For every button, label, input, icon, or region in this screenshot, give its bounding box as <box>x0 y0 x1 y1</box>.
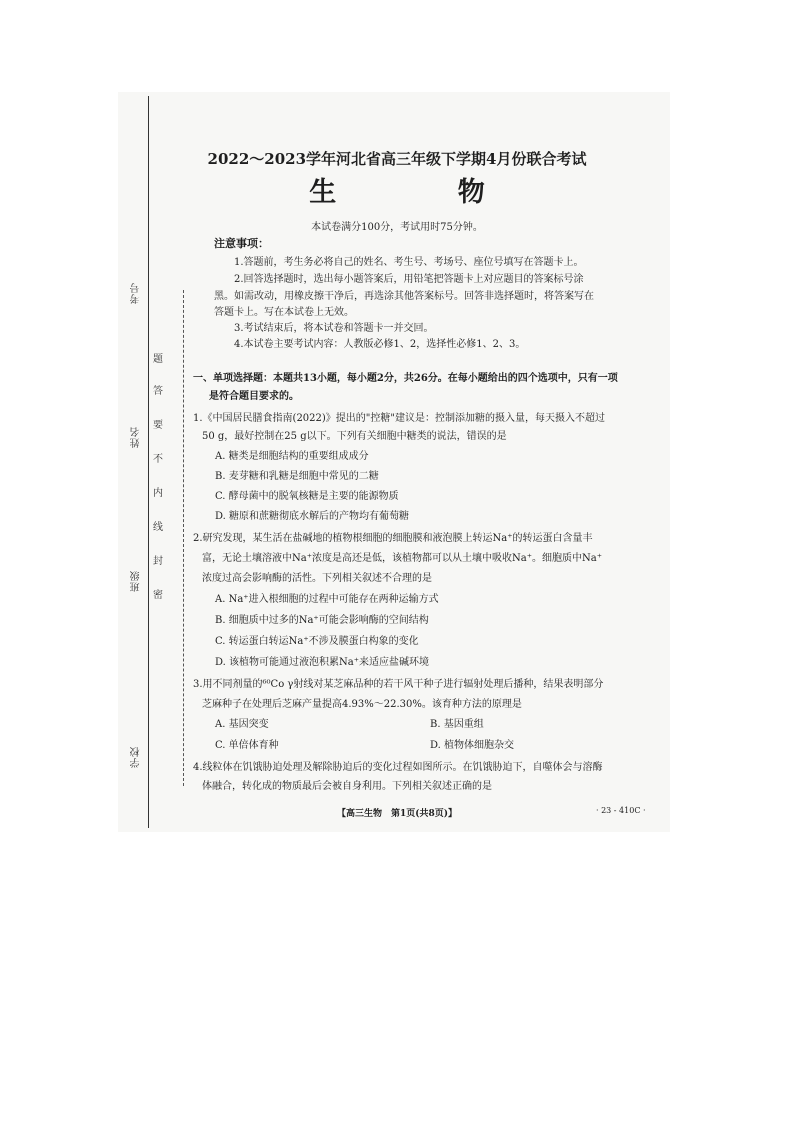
section-heading: 一、单项选择题：本题共13小题，每小题2分，共26分。在每小题给出的四个选项中，只有一项 <box>193 373 618 384</box>
q3-option-b: B. 基因重组 <box>430 719 484 730</box>
q1-option-b: B. 麦芽糖和乳糖是细胞中常见的二糖 <box>215 471 379 482</box>
q1-stem: 1.《中国居民膳食指南(2022)》提出的"控糖"建议是：控制添加糖的摄入量，每天摄入不超过 <box>193 413 605 424</box>
side-label-school: 学校 <box>131 746 142 768</box>
q1-option-d: D. 糖原和蔗糖彻底水解后的产物均有葡萄糖 <box>215 511 410 522</box>
seal-char: 封 <box>153 556 163 567</box>
q1-option-c: C. 酵母菌中的脱氧核糖是主要的能源物质 <box>215 491 399 502</box>
q2-stem: 富，无论土壤溶液中Na⁺浓度是高还是低，该植物都可以从土壤中吸收Na⁺。细胞质中Na⁺ <box>202 553 602 564</box>
q1-option-a: A. 糖类是细胞结构的重要组成成分 <box>215 451 369 462</box>
q2-option-a: A. Na⁺进入根细胞的过程中可能存在两种运输方式 <box>215 594 439 605</box>
q4-stem: 体融合，转化成的物质最后会被自身利用。下列相关叙述正确的是 <box>202 781 492 792</box>
seal-char: 不 <box>153 454 163 465</box>
q3-stem: 3.用不同剂量的⁶⁰Co γ射线对某芝麻品种的若干风干种子进行辐射处理后播种，结果表明部分 <box>193 679 604 690</box>
q2-stem: 浓度过高会影响酶的活性。下列相关叙述不合理的是 <box>202 573 432 584</box>
paper-code: · 23 - 410C · <box>596 806 646 815</box>
q3-option-d: D. 植物体细胞杂交 <box>430 740 515 751</box>
q2-option-b: B. 细胞质中过多的Na⁺可能会影响酶的空间结构 <box>215 615 429 626</box>
seal-char: 要 <box>153 420 163 431</box>
exam-title: 2022～2023学年河北省高三年级下学期4月份联合考试 <box>207 150 587 168</box>
seal-char: 线 <box>153 522 163 533</box>
notice-line: 2.回答选择题时，选出每小题答案后，用铅笔把答题卡上对应题目的答案标号涂 <box>234 274 584 285</box>
seal-char: 内 <box>153 488 163 499</box>
notice-heading: 注意事项： <box>214 237 269 250</box>
q2-option-d: D. 该植物可能通过液泡积累Na⁺来适应盐碱环境 <box>215 657 430 668</box>
q3-option-a: A. 基因突变 <box>215 719 269 730</box>
side-label-class: 班级 <box>131 570 142 592</box>
q4-stem: 4.线粒体在饥饿胁迫处理及解除胁迫后的变化过程如图所示。在饥饿胁迫下，自噬体会与溶酶 <box>193 762 603 773</box>
notice-line: 黑。如需改动，用橡皮擦干净后，再选涂其他答案标号。回答非选择题时，将答案写在 <box>214 291 594 302</box>
q1-stem: 50 g，最好控制在25 g以下。下列有关细胞中糖类的说法，错误的是 <box>202 431 507 442</box>
q3-option-c: C. 单倍体育种 <box>215 740 279 751</box>
notice-line: 4.本试卷主要考试内容：人教版必修1、2，选择性必修1、2、3。 <box>234 339 526 350</box>
side-label-exam-no: 考号 <box>131 282 142 304</box>
seal-line <box>183 290 184 786</box>
notice-line: 1.答题前，考生务必将自己的姓名、考生号、考场号、座位号填写在答题卡上。 <box>234 257 584 268</box>
seal-char: 答 <box>153 386 163 397</box>
seal-char: 题 <box>153 354 163 365</box>
page-footer: 【高三生物 第1页(共8页)】 <box>337 809 458 819</box>
exam-meta: 本试卷满分100分，考试用时75分钟。 <box>311 222 483 233</box>
q3-stem: 芝麻种子在处理后芝麻产量提高4.93%～22.30%。该育种方法的原理是 <box>202 699 522 710</box>
section-heading-cont: 是符合题目要求的。 <box>209 391 299 402</box>
q2-stem: 2.研究发现，某生活在盐碱地的植物根细胞的细胞膜和液泡膜上转运Na⁺的转运蛋白含量丰 <box>193 533 593 544</box>
notice-line: 答题卡上。写在本试卷上无效。 <box>214 307 354 318</box>
subject-title: 生 物 <box>309 177 541 208</box>
seal-char: 密 <box>153 590 163 601</box>
notice-line: 3.考试结束后，将本试卷和答题卡一并交回。 <box>234 323 434 334</box>
q2-option-c: C. 转运蛋白转运Na⁺不涉及膜蛋白构象的变化 <box>215 636 419 647</box>
side-label-name: 姓名 <box>131 426 142 448</box>
